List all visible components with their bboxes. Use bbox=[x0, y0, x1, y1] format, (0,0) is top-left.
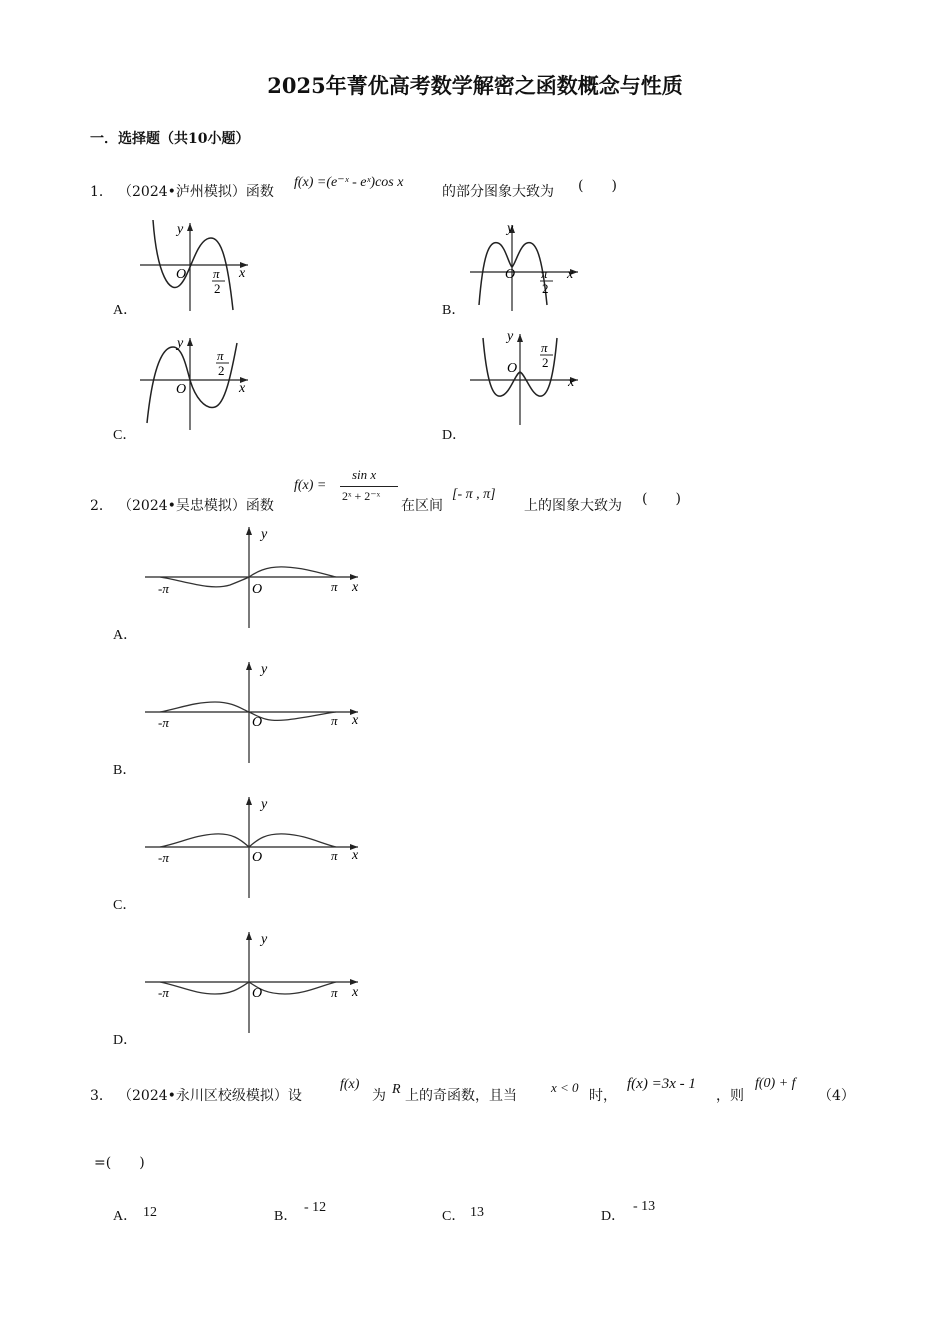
question-text: 上的图象大致为 bbox=[524, 498, 622, 514]
question-text: 在区间 bbox=[401, 498, 443, 514]
graph-q2-a bbox=[140, 523, 370, 631]
y-label: y bbox=[177, 222, 184, 237]
pi-label: π bbox=[331, 848, 338, 863]
y-label: y bbox=[261, 527, 268, 542]
question-source: （2024•泸州模拟）函数 bbox=[118, 184, 274, 200]
question-text: ，则 bbox=[716, 1088, 744, 1104]
pi-label: π bbox=[217, 348, 224, 363]
fraction-numerator: sin x bbox=[352, 467, 377, 482]
option-c-label[interactable]: C． bbox=[113, 898, 137, 913]
neg-pi-label: -π bbox=[158, 985, 169, 1000]
y-label: y bbox=[507, 329, 514, 344]
graph-q1-d bbox=[465, 328, 590, 428]
y-axis-arrow bbox=[246, 797, 252, 805]
graph-q1-b bbox=[465, 215, 590, 313]
neg-pi-label: -π bbox=[158, 715, 169, 730]
graph-q2-d bbox=[140, 928, 370, 1036]
answer-paren: =( ) bbox=[94, 1155, 145, 1171]
curve bbox=[160, 834, 336, 847]
neg-pi-label: -π bbox=[158, 850, 169, 865]
question-number: 1． bbox=[90, 184, 113, 200]
denominator-label: 2 bbox=[214, 281, 221, 296]
answer-paren: ( ) bbox=[578, 178, 617, 194]
pi-label: π bbox=[541, 266, 548, 281]
graph-q2-c bbox=[140, 793, 370, 901]
y-label: y bbox=[261, 662, 268, 677]
option-d-label[interactable]: D． bbox=[601, 1209, 626, 1224]
y-label: y bbox=[507, 221, 514, 236]
x-label: x bbox=[567, 267, 574, 282]
pi-label: π bbox=[541, 340, 548, 355]
origin-label: O bbox=[507, 361, 518, 376]
origin-label: O bbox=[252, 582, 263, 597]
option-b-label[interactable]: B． bbox=[442, 303, 466, 318]
y-axis-arrow bbox=[187, 223, 193, 231]
function-lhs: f(x) = bbox=[294, 478, 327, 493]
graph-q1-c bbox=[135, 335, 260, 433]
curve bbox=[160, 982, 336, 994]
pi-label: π bbox=[213, 266, 220, 281]
graph-q2-b bbox=[140, 658, 370, 766]
curve bbox=[160, 702, 336, 720]
question-source: （2024•吴忠模拟）函数 bbox=[118, 498, 274, 514]
y-axis-arrow bbox=[246, 662, 252, 670]
option-d-label[interactable]: D． bbox=[113, 1033, 138, 1048]
question-text: 为 bbox=[372, 1088, 386, 1104]
option-a-label[interactable]: A． bbox=[113, 1209, 138, 1224]
origin-label: O bbox=[252, 986, 263, 1001]
option-b-label[interactable]: B． bbox=[274, 1209, 298, 1224]
interval: [- π , π] bbox=[452, 487, 496, 502]
option-a-label[interactable]: A． bbox=[113, 303, 138, 318]
section-heading: 一．选择题（共10小题） bbox=[90, 131, 250, 147]
option-b-value: - 12 bbox=[304, 1200, 327, 1215]
pi-label: π bbox=[331, 713, 338, 728]
option-d-value: - 13 bbox=[633, 1199, 656, 1214]
y-label: y bbox=[177, 336, 184, 351]
y-axis-arrow bbox=[246, 932, 252, 940]
option-a-label[interactable]: A． bbox=[113, 628, 138, 643]
option-c-value: 13 bbox=[470, 1205, 484, 1220]
y-axis-arrow bbox=[517, 334, 523, 342]
function-name: f(x) bbox=[340, 1077, 360, 1092]
origin-label: O bbox=[505, 267, 516, 282]
question-source: （2024•永川区校级模拟）设 bbox=[118, 1088, 302, 1104]
x-label: x bbox=[352, 848, 359, 863]
function-formula: f(x) =(e⁻ˣ - eˣ)cos x bbox=[294, 175, 404, 190]
origin-label: O bbox=[252, 850, 263, 865]
domain-symbol: R bbox=[392, 1082, 401, 1097]
x-label: x bbox=[352, 985, 359, 1000]
denominator-label: 2 bbox=[542, 355, 549, 370]
y-label: y bbox=[261, 797, 268, 812]
fraction-denominator: 2ˣ + 2⁻ˣ bbox=[342, 489, 381, 503]
pi-label: π bbox=[331, 985, 338, 1000]
denominator-label: 2 bbox=[542, 281, 549, 296]
x-label: x bbox=[239, 266, 246, 281]
option-d-label[interactable]: D． bbox=[442, 428, 467, 443]
x-label: x bbox=[352, 580, 359, 595]
x-label: x bbox=[352, 713, 359, 728]
fraction-bar bbox=[340, 486, 398, 487]
expression: f(0) + f bbox=[755, 1076, 796, 1091]
answer-paren: ( ) bbox=[642, 491, 681, 507]
question-number: 3． bbox=[90, 1088, 113, 1104]
page-title: 2025年菁优高考数学解密之函数概念与性质 bbox=[267, 73, 683, 98]
option-b-label[interactable]: B． bbox=[113, 763, 137, 778]
condition: x < 0 bbox=[551, 1080, 579, 1095]
option-a-value: 12 bbox=[143, 1205, 157, 1220]
x-label: x bbox=[239, 381, 246, 396]
question-text: 时， bbox=[589, 1088, 617, 1104]
denominator-label: 2 bbox=[218, 363, 225, 378]
question-number: 2． bbox=[90, 498, 113, 514]
origin-label: O bbox=[176, 382, 187, 397]
option-c-label[interactable]: C． bbox=[442, 1209, 466, 1224]
y-axis-arrow bbox=[187, 338, 193, 346]
origin-label: O bbox=[176, 267, 187, 282]
expression-argument: （4） bbox=[818, 1088, 855, 1104]
pi-label: π bbox=[331, 579, 338, 594]
graph-q1-a bbox=[135, 215, 260, 313]
question-text: 上的奇函数，且当 bbox=[405, 1088, 517, 1104]
y-axis-arrow bbox=[246, 527, 252, 535]
x-label: x bbox=[568, 375, 575, 390]
option-c-label[interactable]: C． bbox=[113, 428, 137, 443]
origin-label: O bbox=[252, 715, 263, 730]
question-text: 的部分图象大致为 bbox=[442, 184, 554, 200]
y-label: y bbox=[261, 932, 268, 947]
function-rule: f(x) =3x - 1 bbox=[627, 1076, 696, 1092]
neg-pi-label: -π bbox=[158, 581, 169, 596]
